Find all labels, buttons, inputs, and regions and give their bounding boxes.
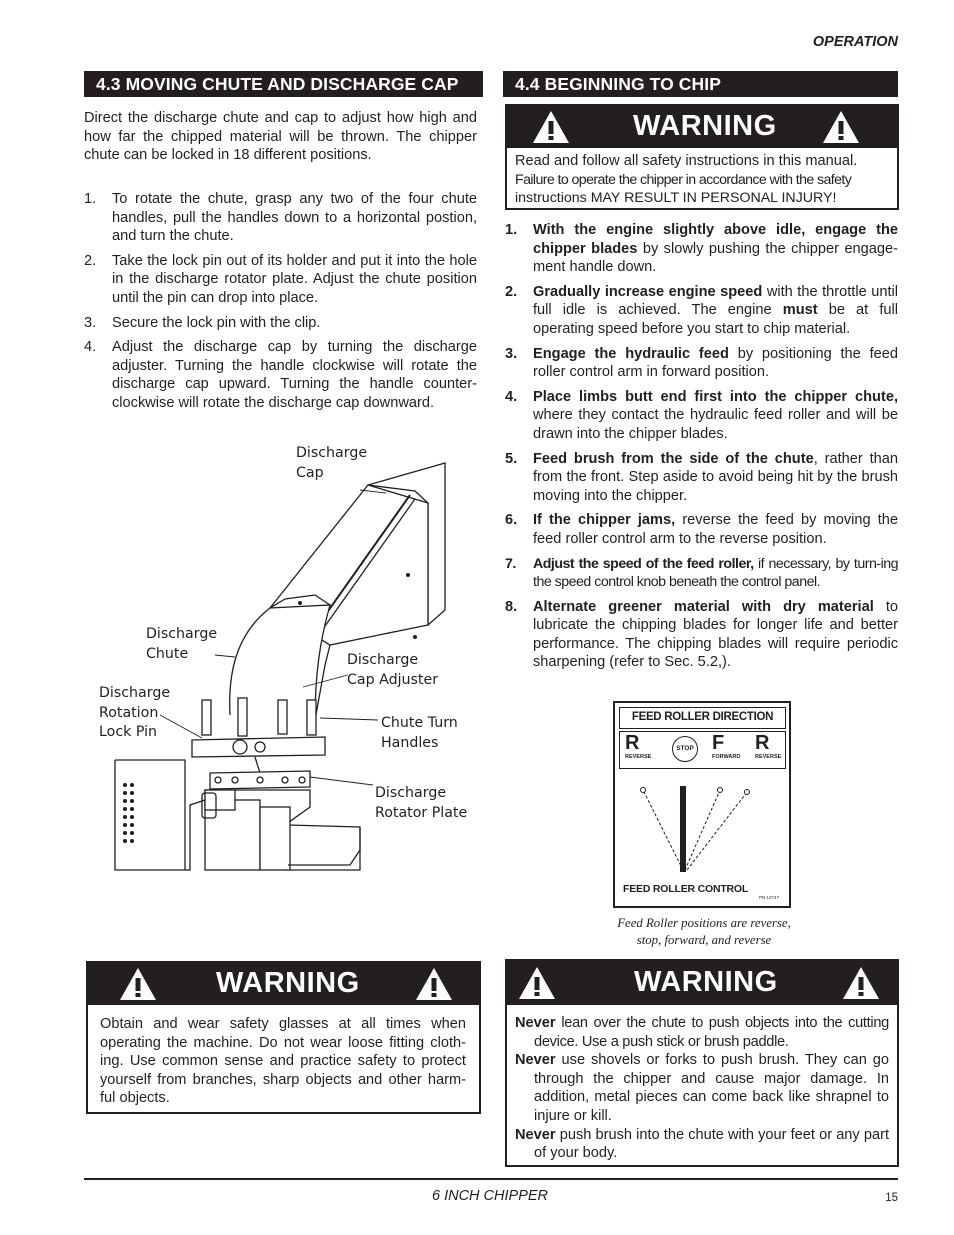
list-item: 2. Gradually increase engine speed with the throttle until full idle is achieved. The engine must be at full operating speed before you start to chip material. (505, 283, 898, 337)
list-item: 3. Engage the hydraulic feed by positioning the feed roller control arm in forward position. (505, 345, 898, 381)
label-rotation-lock-pin: Discharge Rotation Lock Pin (99, 685, 171, 740)
decal-caption: Feed Roller positions are reverse, stop, forward, and reverse (617, 916, 791, 947)
section-title-4-3: 4.3 MOVING CHUTE AND DISCHARGE CAP (84, 71, 483, 97)
list-item: Never push brush into the chute with your feet or any part of your body. (515, 1126, 889, 1162)
decal-footer: FEED ROLLER CONTROL (623, 883, 749, 895)
list-item: 1. To rotate the chute, grasp any two of the four chute handles, pull the handles down to a horizontal postion, and turn the chute. (84, 191, 477, 245)
list-item: 3. Secure the lock pin with the clip. (84, 314, 321, 331)
list-item: 5. Feed brush from the side of the chute, rather than from the front. Step aside to avoid being hit by the brush moving into the chipper. (505, 450, 898, 504)
warning-triangle-icon (531, 109, 571, 145)
warning-triangle-icon (517, 965, 557, 1001)
reverse-label: R REVERSE (625, 732, 652, 760)
decal-part-number: PN 12747 (758, 895, 779, 900)
warning-box-never (505, 959, 899, 1167)
list-item: 4. Adjust the discharge cap by turning the discharge adjuster. Turning the handle clockwise will rotate the discharge cap upward. Turning the handle counter-clockwise will rotate the discharge cap downward. (84, 339, 477, 411)
warning-title: WARNING (216, 967, 360, 999)
section-label: OPERATION (812, 34, 898, 50)
warning-triangle-icon (841, 965, 881, 1001)
list-item: Never use shovels or forks to push brush. They can go through the chipper and cause major damage. In addition, metal pieces can come back like shrapnel to injure or kill. (515, 1052, 889, 1124)
footer-rule (84, 1178, 898, 1180)
chute-steps (84, 190, 477, 419)
list-item: 8. Alternate greener material with dry material to lubricate the chipping blades for longer life and better performance. The chipping blades will require periodic sharpening (refer to Sec. 5.2,). (505, 598, 898, 671)
intro-paragraph: Direct the discharge chute and cap to adjust how high and how far the chipped material will be thrown. The chipper chute can be locked in 18 different positions. (84, 110, 477, 164)
decal-title: FEED ROLLER DIRECTION (619, 707, 786, 729)
feed-roller-decal (613, 701, 791, 908)
footer-title: 6 INCH CHIPPER (431, 1188, 549, 1204)
chipping-steps (505, 221, 898, 678)
warning-box-top (505, 104, 899, 210)
page-number: 15 (885, 1192, 898, 1204)
warning-triangle-icon (118, 966, 158, 1002)
forward-label: F FORWARD (712, 732, 741, 760)
stop-icon: STOP (672, 736, 698, 762)
list-item: 7. Adjust the speed of the feed roller, if necessary, by turn-ing the speed control knob beneath the control panel. (505, 555, 899, 591)
list-item: 1. With the engine slightly above idle, engage the chipper blades by slowly pushing the chipper engage-ment handle down. (505, 222, 898, 276)
warning-text (515, 1014, 889, 1163)
warning-text: Read and follow all safety instructions in this manual. Failure to operate the chipper in accordance with the safety instructions MAY RESULT IN PERSONAL INJURY! (515, 153, 858, 207)
list-item: Never lean over the chute to push objects into the cutting device. Use a push stick or brush paddle. (515, 1015, 889, 1050)
label-discharge-cap: Discharge Cap (296, 445, 368, 481)
control-arm-positions-icon (625, 778, 775, 878)
list-item: 2. Take the lock pin out of its holder and put it into the hole in the discharge rotator plate. Adjust the chute position until the pin can drop into place. (84, 252, 477, 306)
label-chute-turn-handles: Chute Turn Handles (381, 715, 458, 751)
label-discharge-chute: Discharge Chute (146, 626, 218, 662)
warning-box-glasses (86, 961, 481, 1114)
warning-header (507, 961, 897, 1005)
warning-header (507, 106, 897, 148)
decal-positions (619, 731, 786, 769)
section-title-4-4: 4.4 BEGINNING TO CHIP (503, 71, 898, 97)
label-rotator-plate: Discharge Rotator Plate (375, 785, 468, 821)
warning-title: WARNING (634, 966, 778, 998)
warning-triangle-icon (414, 966, 454, 1002)
warning-header (88, 963, 479, 1005)
warning-triangle-icon (821, 109, 861, 145)
list-item: 6. If the chipper jams, reverse the feed by moving the feed roller control arm to the reverse position. (505, 512, 898, 547)
label-cap-adjuster: Discharge Cap Adjuster (347, 652, 439, 688)
warning-text: Obtain and wear safety glasses at all times when operating the machine. Do not wear loose fitting cloth-ing. Use common sense and practice safety to protect yourself from branches, sharp objects and other harm-ful objects. (100, 1016, 466, 1107)
reverse-label: R REVERSE (755, 732, 782, 760)
warning-title: WARNING (633, 110, 777, 142)
list-item: 4. Place limbs butt end first into the chipper chute, where they contact the hydraulic feed roller and will be drawn into the chipper blades. (505, 388, 898, 442)
